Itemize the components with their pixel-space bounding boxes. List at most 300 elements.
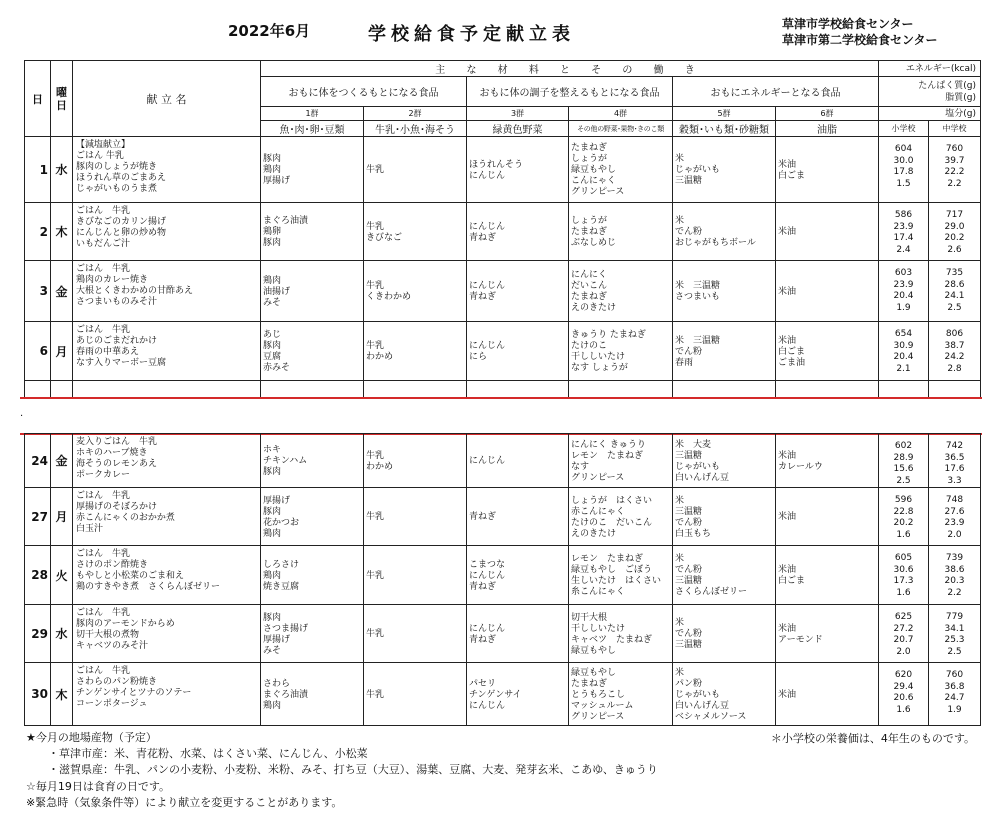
weekday-cell: 火 [51, 546, 73, 605]
nutrient-value: 2.2 [947, 178, 962, 189]
day-cell: 3 [25, 261, 51, 322]
group-2-cell [364, 322, 467, 381]
nutrient-value: 739 [945, 553, 964, 563]
group-2-cell [364, 546, 467, 605]
cell-line: 米油 [778, 286, 797, 297]
junior-high-nutrition-cell [929, 137, 981, 203]
nutrient-value: 1.6 [896, 529, 911, 540]
cell-line: でん粉 [675, 565, 703, 575]
nutrient-value: 27.6 [944, 506, 965, 517]
junior-high-nutrition-cell [929, 546, 981, 605]
group-6-cell [776, 605, 879, 663]
nutrient-label-energy: エネルギー(kcal) [879, 61, 981, 77]
cell-line: 米油 [778, 512, 797, 522]
cell-line: 青ねぎ [469, 581, 497, 592]
cell-line: 白玉汁 [76, 524, 104, 534]
cell-line: 海そうのレモンあえ [76, 459, 158, 469]
cell-line: にんにく きゅうり [571, 439, 646, 450]
cell-line: 米 大麦 [675, 439, 712, 450]
group-5-cell [673, 488, 776, 546]
nutrient-value: 17.8 [893, 167, 914, 177]
group-1-cell [261, 203, 364, 261]
cell-line: 牛乳 [366, 165, 385, 175]
cell-line: にんじんと卵の炒め物 [76, 228, 167, 238]
cell-line: 麦入りごはん 牛乳 [76, 437, 158, 447]
cell-line: 牛乳 [366, 512, 385, 522]
cell-line: えのきたけ [571, 528, 617, 539]
cell-line: 米 [675, 154, 685, 164]
cell-line: 鶏肉のカレー焼き [76, 275, 149, 285]
group-2-cell [364, 203, 467, 261]
nutrient-value: 24.7 [944, 693, 965, 703]
group-1-name: 魚･肉･卵･豆類 [261, 121, 364, 137]
day-cell: 27 [25, 488, 51, 546]
nutrient-value: 22.8 [893, 506, 914, 517]
group-2-header: 2群 [364, 107, 467, 121]
cell-line: 米油 [778, 623, 797, 634]
cell-line: 豆腐 [263, 352, 282, 362]
cell-line: 緑豆もやし [571, 165, 617, 175]
nutrient-value: 23.9 [944, 518, 965, 528]
cell-line: にんにく [571, 270, 608, 280]
nutrient-value: 748 [945, 495, 964, 505]
org-line-1: 草津市学校給食センター [782, 17, 914, 31]
group-1-cell [261, 663, 364, 726]
group-5-cell [673, 546, 776, 605]
cell-line: 赤こんにゃくのおかか煮 [76, 513, 175, 523]
cell-line: 干ししいたけ [571, 352, 626, 362]
food-education-day-note: ☆毎月19日は食育の日です。 [26, 779, 170, 793]
cell-line: さけのポン酢焼き [76, 560, 149, 570]
tear-line-top [20, 397, 982, 399]
weekday-cell: 水 [51, 605, 73, 663]
cell-line: 米 [675, 554, 685, 564]
cell-line: きびなごのカリン揚げ [76, 217, 167, 227]
nutrient-value: 2.8 [947, 363, 962, 374]
elementary-nutrition-cell [879, 261, 929, 322]
cell-line: キャベツのみそ汁 [76, 641, 149, 651]
group-2-cell [364, 488, 467, 546]
junior-high-nutrition-cell [929, 322, 981, 381]
cell-line: 糸こんにゃく [571, 587, 625, 597]
menu-header: 献 立 名 [73, 61, 261, 137]
cell-line: 油揚げ [263, 286, 291, 297]
group-4-cell [569, 663, 673, 726]
nutrient-value: 15.6 [893, 464, 914, 474]
elementary-nutrition-cell [879, 137, 929, 203]
junior-high-nutrition-cell [929, 605, 981, 663]
cell-line: 厚揚げ [263, 176, 291, 186]
cell-line: 三温糖 [675, 176, 703, 186]
cell-line: 焼き豆腐 [263, 581, 300, 592]
group-5-header: 5群 [673, 107, 776, 121]
cell-line: ポークカレー [76, 470, 131, 480]
cell-line: 米 [675, 495, 685, 506]
cell-line: なす [571, 461, 590, 472]
cell-line: わかめ [366, 461, 394, 472]
nutrient-value: 2.4 [896, 244, 911, 255]
cell-line: 厚揚げ [263, 495, 291, 506]
cell-line: 鶏肉 [263, 570, 282, 581]
menu-row [25, 203, 981, 261]
cell-line: ホキ [263, 445, 282, 455]
menu-cell [73, 434, 261, 488]
cell-line: たまねぎ [571, 143, 608, 153]
elementary-nutrition-cell [879, 488, 929, 546]
cell-line: にら [469, 352, 488, 362]
cell-line: たまねぎ [571, 292, 608, 302]
cell-line: さわら [263, 678, 291, 689]
nutrient-value: 602 [894, 441, 913, 451]
cell-line: レモン たまねぎ [571, 450, 644, 461]
cell-line: 切干大根の煮物 [76, 630, 140, 640]
nutrient-value: 1.5 [896, 178, 911, 189]
nutrient-value: 22.2 [944, 167, 965, 177]
cell-line: キャベツ たまねぎ [571, 634, 653, 645]
cell-line: あじ [263, 330, 282, 340]
cell-line: 米 三温糖 [675, 281, 721, 291]
cell-line: くきわかめ [366, 292, 412, 302]
cell-line: 米油 [778, 450, 797, 461]
group-1-cell [261, 434, 364, 488]
nutrient-value: 34.1 [944, 623, 965, 634]
table-header [25, 61, 981, 137]
page-title: 学校給食予定献立表 [368, 24, 575, 45]
junior-high-nutrition-cell [929, 434, 981, 488]
nutrient-value: 2.0 [896, 646, 911, 657]
cell-line: みそ [263, 645, 282, 656]
cell-line: 生しいたけ はくさい [571, 576, 662, 586]
cell-line: なす入りマーボー豆腐 [76, 358, 167, 368]
group-1-cell [261, 261, 364, 322]
nutrient-value: 596 [894, 495, 913, 505]
elementary-nutrition-cell [879, 434, 929, 488]
nutrient-value: 17.4 [893, 233, 914, 243]
cell-line: しょうが [571, 154, 608, 164]
notes [26, 730, 658, 811]
group-3-cell [467, 137, 569, 203]
day-header: 日 [25, 61, 51, 137]
cell-line: 米 三温糖 [675, 335, 721, 346]
group-3-cell [467, 546, 569, 605]
group-1-cell [261, 322, 364, 381]
nutrient-value: 742 [945, 441, 964, 451]
cell-line: 牛乳 [366, 450, 385, 461]
cell-line: にんじん [469, 700, 506, 711]
weekday-cell: 木 [51, 203, 73, 261]
nutrient-value: 604 [894, 144, 913, 154]
cell-line: みそ [263, 297, 282, 308]
nutrient-value: 760 [945, 144, 964, 154]
junior-high-nutrition-cell [929, 488, 981, 546]
cell-line: ごはん 牛乳 [76, 666, 131, 676]
body-foods-header: おもに体をつくるもとになる食品 [261, 77, 467, 107]
cell-line: さつまいものみそ汁 [76, 297, 158, 307]
cell-line: ごま油 [778, 357, 806, 368]
cell-line: 白ごま [778, 576, 806, 586]
elementary-nutrition-cell [879, 605, 929, 663]
group-6-header: 6群 [776, 107, 879, 121]
cell-line: 鶏肉 [263, 528, 282, 539]
cell-line: にんじん [469, 623, 506, 634]
nutrient-value: 20.2 [944, 233, 965, 243]
day-cell: 28 [25, 546, 51, 605]
nutrient-value: 30.0 [893, 155, 914, 166]
cell-line: 豚肉 [263, 238, 282, 248]
menu-rows-top [25, 137, 981, 405]
cell-line: にんじん [469, 221, 506, 232]
day-cell: 24 [25, 434, 51, 488]
cell-line: きびなご [366, 232, 403, 243]
organization [782, 16, 938, 48]
month-label: 2022年6月 [228, 22, 311, 40]
nutrient-value: 28.6 [944, 279, 965, 290]
group-4-cell [569, 488, 673, 546]
group-4-cell [569, 203, 673, 261]
cell-line: 三温糖 [675, 450, 703, 461]
cell-line: ごはん 牛乳 [76, 325, 131, 335]
nutrient-value: 20.6 [893, 693, 914, 703]
nutrient-value: 620 [894, 670, 913, 680]
cell-line: 白ごま [778, 170, 806, 181]
group-6-cell [776, 663, 879, 726]
cell-line: 白いんげん豆 [675, 472, 730, 483]
cell-line: しょうが [571, 216, 608, 226]
menu-row [25, 546, 981, 605]
menu-cell [73, 203, 261, 261]
cell-line: あじのごまだれかけ [76, 336, 158, 346]
cell-line: パセリ [469, 678, 497, 689]
materials-header: 主 な 材 料 と そ の 働 き [261, 61, 879, 77]
cell-line: 白玉もち [675, 528, 712, 539]
group-3-cell [467, 203, 569, 261]
dow-header [51, 61, 73, 137]
menu-cell [73, 137, 261, 203]
local-products-shiga: ・滋賀県産：牛乳、パンの小麦粉、小麦粉、米粉、みそ、打ち豆（大豆）、湯葉、豆腐、大麦、発芽玄米、こあゆ、きゅうり [48, 763, 658, 777]
nutrient-value: 29.4 [893, 681, 914, 692]
nutrient-value: 760 [945, 670, 964, 680]
cell-line: 米 [675, 667, 685, 678]
menu-rows-bottom [25, 434, 981, 726]
cell-line: おじゃがもちボール [675, 238, 756, 248]
nutrient-value: 20.4 [893, 352, 914, 362]
nutrient-value: 2.2 [947, 587, 962, 598]
cell-line: 米油 [778, 335, 797, 346]
menu-row [25, 488, 981, 546]
emergency-note: ※緊急時（気象条件等）により献立を変更することがあります。 [26, 795, 343, 809]
cell-line: 牛乳 [366, 221, 385, 232]
local-products-title: ★今月の地場産物（予定） [26, 731, 157, 744]
cell-line: カレールウ [778, 461, 823, 472]
cell-line: 緑豆もやし ごぼう [571, 565, 653, 575]
group-6-cell [776, 203, 879, 261]
group-3-cell [467, 261, 569, 322]
group-5-cell [673, 203, 776, 261]
group-4-cell [569, 322, 673, 381]
cell-line: 米油 [778, 689, 797, 700]
cell-line: 鶏卵 [263, 227, 282, 237]
group-5-cell [673, 605, 776, 663]
cell-line: ごはん 牛乳 [76, 491, 131, 501]
cell-line: こんにゃく [571, 176, 616, 186]
weekday-cell: 金 [51, 261, 73, 322]
regulate-foods-header: おもに体の調子を整えるもとになる食品 [467, 77, 673, 107]
nutrient-value: 24.1 [944, 291, 965, 301]
cell-line: 青ねぎ [469, 292, 497, 302]
cell-line: なす しょうが [571, 363, 628, 373]
nutrient-value: 17.3 [893, 576, 914, 586]
group-3-cell [467, 488, 569, 546]
nutrient-value: 1.9 [896, 302, 911, 313]
cell-line: 豚肉のアーモンドからめ [76, 619, 175, 629]
group-6-cell [776, 546, 879, 605]
nutrient-value: 1.6 [896, 704, 911, 715]
cell-line: 青ねぎ [469, 512, 497, 522]
menu-cell [73, 663, 261, 726]
cell-line: 米油 [778, 227, 797, 237]
nutrient-value: 717 [945, 210, 964, 220]
day-cell: 6 [25, 322, 51, 381]
nutrient-value: 20.2 [893, 518, 914, 528]
cell-line: 牛乳 [366, 689, 385, 700]
day-cell: 29 [25, 605, 51, 663]
cell-line: 大根とくきわかめの甘酢あえ [76, 286, 194, 296]
cell-line: 青ねぎ [469, 634, 497, 645]
cell-line: ほうれんそう [469, 159, 524, 170]
cell-line: ベシャメルソース [675, 711, 747, 722]
cell-line: 米油 [778, 565, 797, 575]
dow-header-label: 曜日 [56, 85, 67, 112]
weekday-cell: 月 [51, 322, 73, 381]
cell-line: グリンピース [571, 472, 625, 483]
menu-table-bottom [24, 433, 981, 726]
cell-line: コーンポタージュ [76, 699, 148, 709]
menu-row [25, 261, 981, 322]
nutrient-value: 625 [894, 612, 913, 622]
cell-line: こまつな [469, 559, 506, 570]
group-6-cell [776, 434, 879, 488]
cell-line: 豚肉 [263, 341, 282, 351]
cell-line: 赤こんにゃく [571, 506, 625, 517]
group-6-cell [776, 488, 879, 546]
weekday-cell: 月 [51, 488, 73, 546]
cell-line: でん粉 [675, 227, 703, 237]
cell-line: だいこん [571, 281, 608, 291]
cell-line: グリンピース [571, 187, 625, 197]
menu-row [25, 322, 981, 381]
group-3-cell [467, 322, 569, 381]
cell-line: さわらのパン粉焼き [76, 677, 158, 687]
cell-line: 豚肉 [263, 467, 282, 477]
cell-line: 鶏肉 [263, 275, 282, 286]
cell-line: 【減塩献立】 [76, 140, 131, 150]
day-cell: 2 [25, 203, 51, 261]
cell-line: きゅうり たまねぎ [571, 330, 646, 340]
nutrient-value: 586 [894, 210, 913, 220]
nutrient-value: 605 [894, 553, 913, 563]
cell-line: 鶏肉 [263, 700, 282, 711]
nutrient-value: 3.3 [947, 475, 962, 486]
cell-line: さつま揚げ [263, 623, 309, 634]
cell-line: 三温糖 [675, 506, 703, 517]
cell-line: でん粉 [675, 517, 703, 528]
cell-line: にんじん [469, 170, 506, 181]
nutrient-value: 30.9 [893, 340, 914, 351]
group-2-cell [364, 261, 467, 322]
cell-line: しろさけ [263, 559, 300, 570]
group-5-cell [673, 663, 776, 726]
day-cell: 30 [25, 663, 51, 726]
org-line-2: 草津市第二学校給食センター [782, 33, 938, 47]
nutrient-label-salt: 塩分(g) [879, 107, 981, 121]
group-5-cell [673, 261, 776, 322]
junior-high-nutrition-cell [929, 203, 981, 261]
cell-line: 豚肉 [263, 612, 282, 623]
menu-row [25, 137, 981, 203]
cell-line: たまねぎ [571, 227, 608, 237]
cell-line: さつまいも [675, 292, 721, 302]
nutrient-value: 2.1 [896, 363, 911, 374]
cell-line: いもだんご汁 [76, 239, 131, 249]
cell-line: 赤みそ [263, 363, 291, 373]
cell-line: 三温糖 [675, 640, 703, 650]
nutrient-value: 24.2 [944, 352, 965, 362]
elementary-nutrition-cell [879, 322, 929, 381]
menu-cell [73, 322, 261, 381]
nutrient-value: 25.3 [944, 635, 965, 645]
cell-line: 米油 [778, 159, 797, 170]
group-3-cell [467, 605, 569, 663]
group-4-header: 4群 [569, 107, 673, 121]
group-4-cell [569, 434, 673, 488]
energy-foods-header: おもにエネルギーとなる食品 [673, 77, 879, 107]
cell-line: 豚肉 [263, 506, 282, 517]
nutrient-value: 27.2 [893, 623, 914, 634]
group-1-cell [261, 488, 364, 546]
nutrient-value: 2.5 [896, 475, 911, 486]
cell-line: 干ししいたけ [571, 623, 626, 634]
nutrient-value: 779 [945, 612, 964, 622]
cell-line: ごはん 牛乳 [76, 151, 124, 161]
nutrient-value: 23.9 [893, 221, 914, 232]
group-4-cell [569, 261, 673, 322]
nutrient-value: 38.7 [944, 340, 965, 351]
group-5-name: 穀類･いも類･砂糖類 [673, 121, 776, 137]
nutrient-value: 38.6 [944, 564, 965, 575]
cell-line: 豚肉のしょうが焼き [76, 162, 158, 172]
nutrient-value: 20.7 [893, 635, 914, 645]
cell-line: ほうれん草のごまあえ [76, 173, 167, 183]
local-products-kusatsu: ・草津市産：米、青花粉、水菜、はくさい菜、にんじん、小松菜 [48, 747, 368, 761]
menu-table-top [24, 60, 981, 405]
cell-line: まぐろ油漬 [263, 216, 309, 226]
cell-line: まぐろ油漬 [263, 689, 309, 700]
menu-row [25, 605, 981, 663]
cell-line: 牛乳 [366, 281, 385, 291]
nutrient-value: 36.5 [944, 452, 965, 463]
cell-line: 厚揚げのそぼろかけ [76, 502, 158, 512]
cell-line: 春雨の中華あえ [76, 347, 140, 357]
group-2-name: 牛乳･小魚･海そう [364, 121, 467, 137]
cell-line: アーモンド [778, 634, 823, 645]
group-1-cell [261, 605, 364, 663]
nutrient-value: 1.9 [947, 704, 962, 715]
nutrient-value: 29.0 [944, 221, 965, 232]
cell-line: 牛乳 [366, 629, 385, 639]
nutrient-value: 1.6 [896, 587, 911, 598]
nutrient-value: 36.8 [944, 681, 965, 692]
cell-line: さくらんぼゼリー [675, 587, 748, 597]
